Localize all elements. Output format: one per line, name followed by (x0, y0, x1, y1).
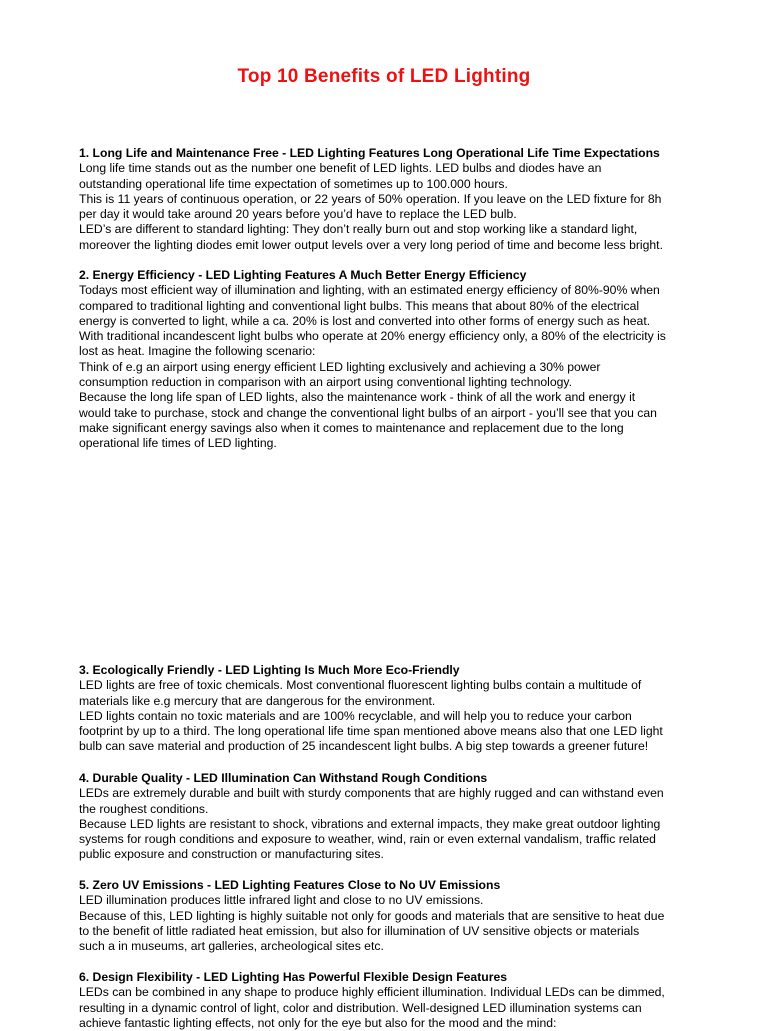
paragraph-line: materials like e.g mercury that are dangerous for the environment. (79, 693, 436, 708)
paragraph-line: consumption reduction in comparison with an airport using conventional lighting technology. (79, 375, 572, 390)
section-long-life (79, 146, 704, 253)
section-heading: 1. Long Life and Maintenance Free - LED Lighting Features Long Operational Life Time Expectations (79, 146, 660, 160)
paragraph-line: compared to traditional lighting and conventional light bulbs. This means that about 80% of the electrical (79, 298, 640, 313)
section-energy-efficiency (79, 268, 704, 452)
paragraph-line: bulb can save material and production of 25 incandescent light bulbs. A big step towards a greener future! (79, 739, 649, 754)
paragraph-line: achieve fantastic lighting effects, not only for the eye but also for the mood and the mind: (79, 1015, 557, 1030)
paragraph-line: operational life times of LED lighting. (79, 436, 277, 451)
section-heading: 6. Design Flexibility - LED Lighting Has Powerful Flexible Design Features (79, 970, 507, 984)
document-title: Top 10 Benefits of LED Lighting (237, 66, 531, 87)
section-heading: 2. Energy Efficiency - LED Lighting Features A Much Better Energy Efficiency (79, 268, 527, 282)
paragraph-line: Todays most efficient way of illumination and lighting, with an estimated energy efficiency of 80%-90% when (79, 283, 660, 298)
paragraph-line: outstanding operational life time expectation of sometimes up to 100.000 hours. (79, 176, 508, 191)
section-heading: 5. Zero UV Emissions - LED Lighting Features Close to No UV Emissions (79, 878, 501, 892)
paragraph-line: LED illumination produces little infrared light and close to no UV emissions. (79, 893, 484, 908)
section-eco-friendly (79, 663, 704, 755)
paragraph-line: would take to purchase, stock and change the conventional light bulbs of an airport - you’ll see that you can (79, 405, 657, 420)
paragraph-line: LED lights contain no toxic materials and are 100% recyclable, and will help you to reduce your carbon (79, 708, 632, 723)
paragraph-line: Long life time stands out as the number one benefit of LED lights. LED bulbs and diodes have an (79, 161, 602, 176)
paragraph-line: Because of this, LED lighting is highly suitable not only for goods and materials that are sensitive to heat due (79, 908, 665, 923)
section-heading: 4. Durable Quality - LED Illumination Can Withstand Rough Conditions (79, 771, 488, 785)
paragraph-line: per day it would take around 20 years before you’d have to replace the LED bulb. (79, 207, 517, 222)
section-design-flexibility (79, 970, 704, 1031)
paragraph-line: This is 11 years of continuous operation, or 22 years of 50% operation. If you leave on the LED fixture for 8h (79, 191, 662, 206)
paragraph-line: such a in museums, art galleries, archeological sites etc. (79, 939, 384, 954)
paragraph-line: lost as heat. Imagine the following scenario: (79, 344, 316, 359)
paragraph-line: LEDs are extremely durable and built with sturdy components that are highly rugged and can withstand even (79, 786, 664, 801)
paragraph-line: energy is converted to light, while a ca. 20% is lost and converted into other forms of energy such as heat. (79, 313, 651, 328)
paragraph-line: systems for rough conditions and exposure to weather, wind, rain or even external vandalism, traffic related (79, 832, 656, 847)
paragraph-line: the roughest conditions. (79, 801, 209, 816)
paragraph-line: Because the long life span of LED lights, also the maintenance work - think of all the work and energy it (79, 390, 636, 405)
paragraph-line: With traditional incandescent light bulbs who operate at 20% energy efficiency only, a 80% of the electricity is (79, 329, 666, 344)
paragraph-line: make significant energy savings also when it comes to maintenance and replacement due to the long (79, 420, 624, 435)
paragraph-line: LED lights are free of toxic chemicals. Most conventional fluorescent lighting bulbs contain a multitude of (79, 678, 642, 693)
section-zero-uv (79, 878, 704, 954)
paragraph-line: Think of e.g an airport using energy efficient LED lighting exclusively and achieving a 30% power (79, 359, 601, 374)
paragraph-line: LEDs can be combined in any shape to produce highly efficient illumination. Individual LEDs can be dimmed, (79, 985, 665, 1000)
paragraph-line: to the benefit of little radiated heat emission, but also for illumination of UV sensitive objects or materials (79, 923, 640, 938)
paragraph-line: resulting in a dynamic control of light, color and distribution. Well-designed LED illumination systems can (79, 1000, 642, 1015)
section-durable-quality (79, 771, 704, 863)
section-heading: 3. Ecologically Friendly - LED Lighting Is Much More Eco-Friendly (79, 663, 460, 677)
paragraph-line: public exposure and construction or manufacturing sites. (79, 847, 384, 862)
paragraph-line: footprint by up to a third. The long operational life time span mentioned above means also that one LED light (79, 724, 663, 739)
paragraph-line: Because LED lights are resistant to shock, vibrations and external impacts, they make great outdoor lighting (79, 816, 661, 831)
paragraph-line: LED’s are different to standard lighting: They don’t really burn out and stop working like a standard light, (79, 222, 638, 237)
paragraph-line: moreover the lighting diodes emit lower output levels over a very long period of time and become less bright. (79, 237, 663, 252)
